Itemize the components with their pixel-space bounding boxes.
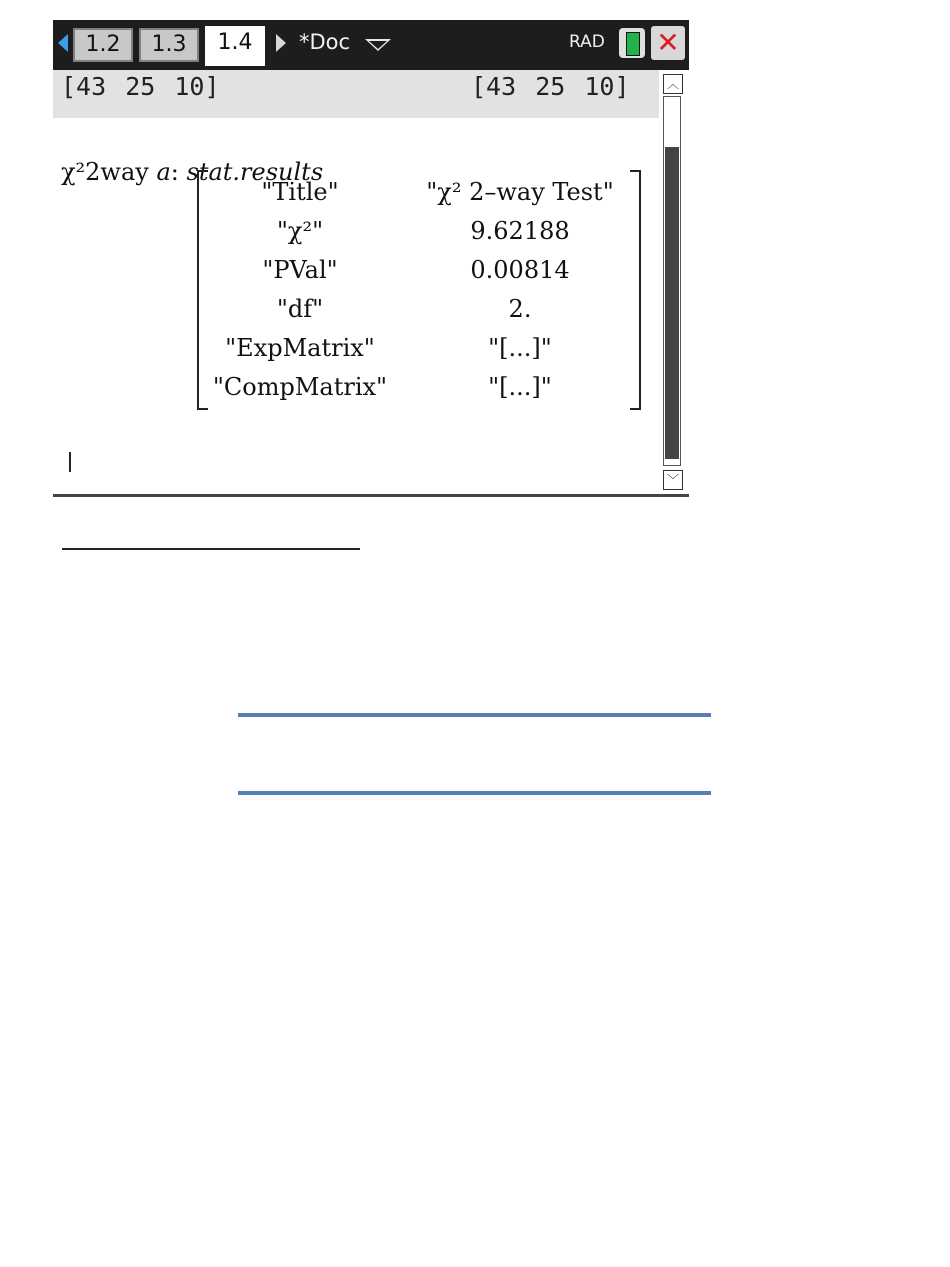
- tab-1-3[interactable]: 1.3: [139, 28, 199, 62]
- result-value-pval: 0.00814: [470, 256, 570, 284]
- divider-rule: [62, 548, 360, 550]
- blue-rule-bottom: [238, 791, 711, 795]
- previous-entry-band: [53, 70, 659, 118]
- previous-page-arrow-icon[interactable]: [58, 34, 68, 52]
- previous-output-matrix: [43 25 10]: [471, 72, 630, 101]
- result-key-expmatrix: "ExpMatrix": [225, 334, 375, 362]
- command-separator: :: [170, 158, 187, 186]
- tab-1-2[interactable]: 1.2: [73, 28, 133, 62]
- result-key-df: "df": [276, 295, 324, 323]
- angle-mode-indicator: RAD: [569, 32, 605, 52]
- calculator-history: [53, 70, 659, 498]
- result-key-compmatrix: "CompMatrix": [212, 373, 388, 401]
- result-key-title: "Title": [261, 178, 339, 206]
- result-value-compmatrix[interactable]: "[...]": [488, 373, 552, 401]
- battery-icon: [619, 28, 645, 58]
- tab-1-4[interactable]: 1.4: [205, 26, 265, 66]
- scrollbar-thumb[interactable]: [665, 147, 679, 459]
- vertical-scrollbar[interactable]: [659, 70, 689, 498]
- next-page-arrow-icon[interactable]: [276, 34, 286, 52]
- document-menu-dropdown-icon[interactable]: [365, 39, 391, 51]
- command-target: stat.results: [186, 158, 324, 186]
- result-value-df: 2.: [508, 295, 532, 323]
- result-value-expmatrix[interactable]: "[...]": [488, 334, 552, 362]
- scroll-down-button[interactable]: ﹀: [663, 470, 683, 490]
- document-title[interactable]: *Doc: [299, 30, 351, 54]
- screen-bottom-border: [53, 494, 689, 497]
- previous-input-matrix: [43 25 10]: [61, 72, 220, 101]
- result-key-pval: "PVal": [262, 256, 338, 284]
- calculator-screen: [53, 20, 689, 498]
- result-value-chi-square: 9.62188: [470, 217, 570, 245]
- command-argument: a: [156, 158, 171, 186]
- results-matrix: [197, 170, 641, 410]
- result-value-title: "χ² 2–way Test": [426, 178, 614, 206]
- text-cursor[interactable]: [69, 452, 71, 472]
- result-key-chi-square: "χ²": [276, 217, 324, 245]
- scroll-up-button[interactable]: ︿: [663, 74, 683, 94]
- toolbar: [53, 20, 689, 70]
- scrollbar-track[interactable]: [663, 96, 681, 466]
- command-function: χ²2way: [61, 158, 157, 186]
- close-button[interactable]: ✕: [651, 26, 685, 60]
- blue-rule-top: [238, 713, 711, 717]
